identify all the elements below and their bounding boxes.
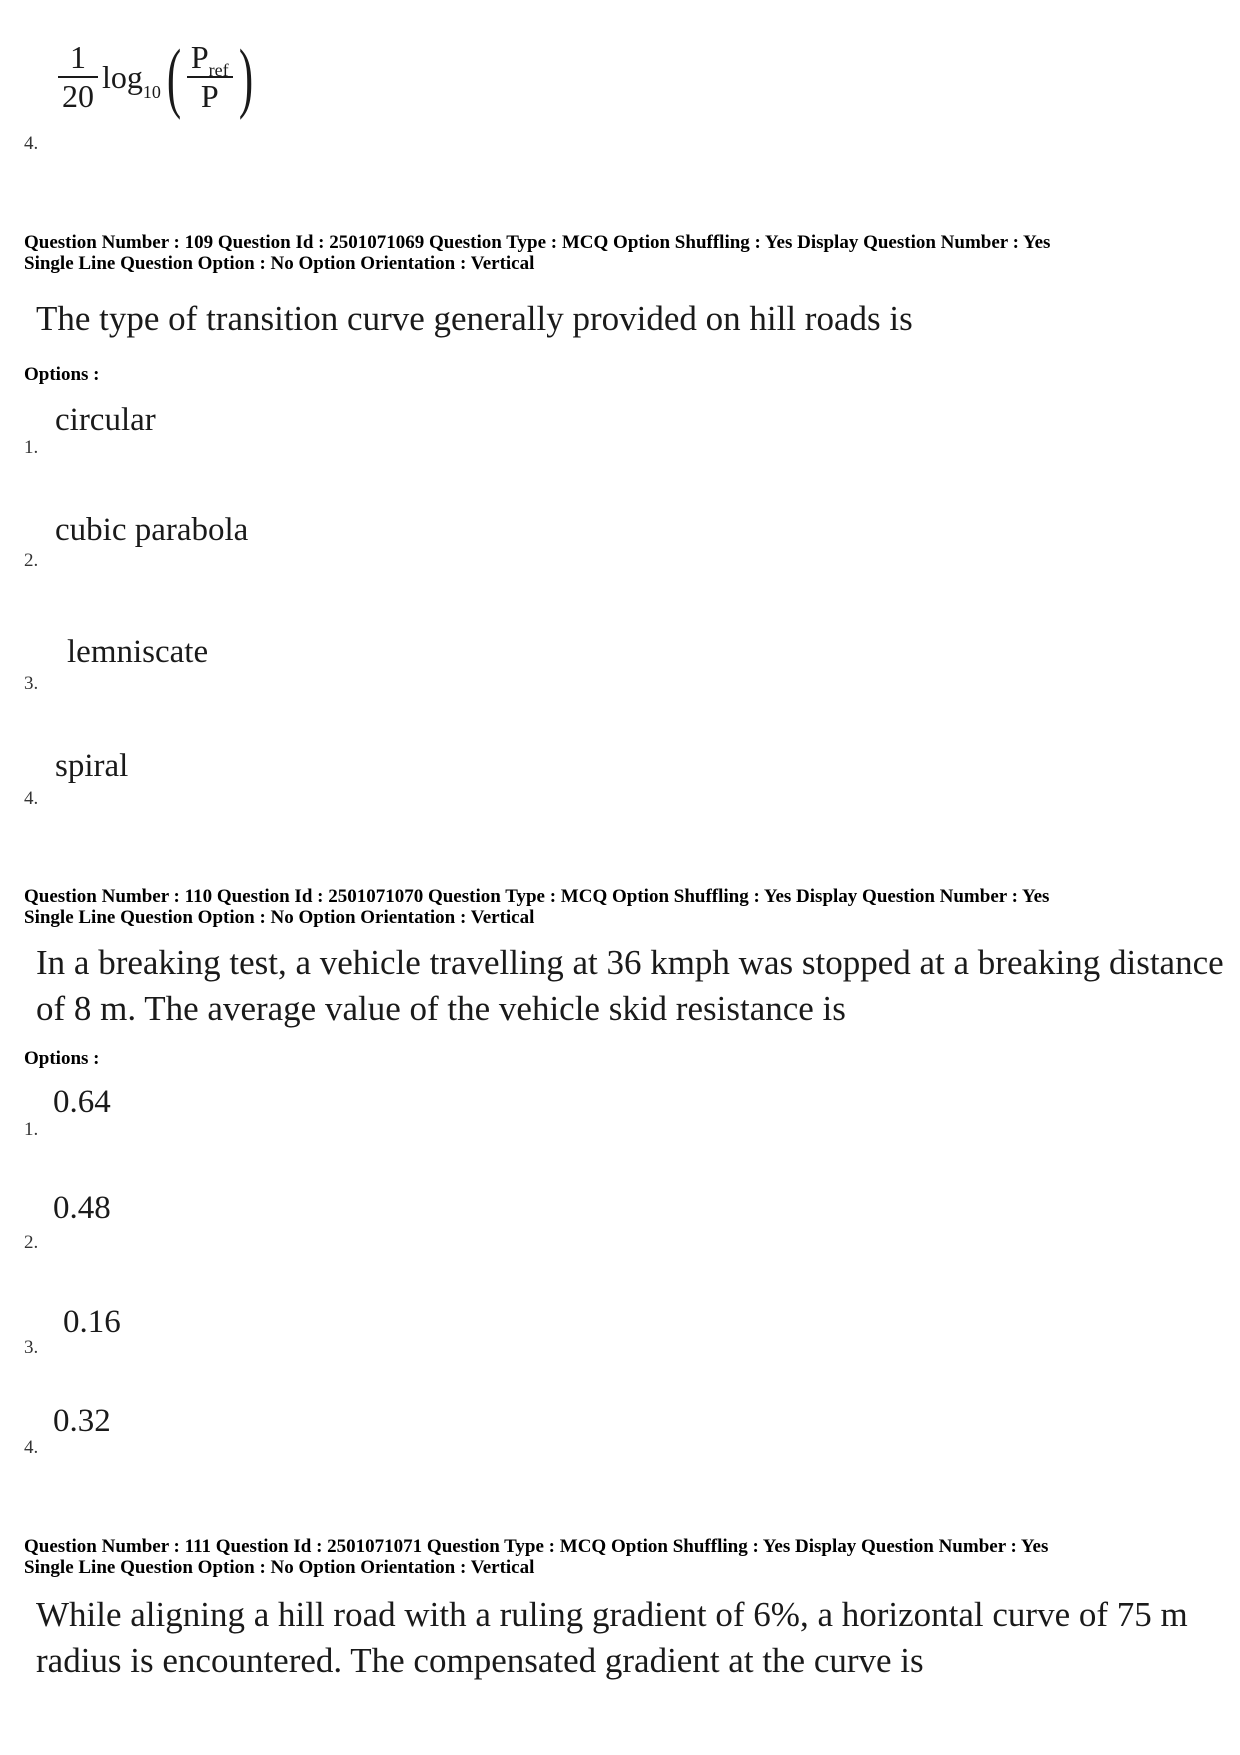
question-text-line: of 8 m. The average value of the vehicle skid resistance is [36,989,846,1028]
question-meta-line: Question Number : 110 Question Id : 2501071070 Question Type : MCQ Option Shuffling : Yes Display Question Number : Yes [24,886,1050,907]
option-number: 3. [24,1337,39,1358]
option-number: 4. [24,1437,39,1458]
coefficient-denominator: 20 [62,78,94,114]
question-text-line: The type of transition curve generally provided on hill roads is [36,299,913,338]
ratio-numerator [187,39,233,80]
options-label: Options : [24,364,100,385]
ratio-numerator-subscript: ref [208,60,229,80]
option-text[interactable]: circular [55,402,156,438]
log-text: log [102,58,143,95]
question-meta-line: Question Number : 109 Question Id : 2501071069 Question Type : MCQ Option Shuffling : Yes Display Question Number : Yes [24,232,1051,253]
question-text-line: radius is encountered. The compensated gradient at the curve is [36,1641,924,1680]
option-number: 2. [24,1232,39,1253]
left-paren: ( [166,33,182,120]
option-number: 3. [24,673,39,694]
option-number: 1. [24,1119,39,1140]
log-operator [102,58,161,102]
question-meta [24,232,1050,274]
option-number: 1. [24,437,39,458]
question-meta [24,1536,1048,1578]
question-meta-line: Single Line Question Option : No Option Orientation : Vertical [24,907,535,928]
coefficient-numerator: 1 [70,39,86,75]
coefficient-fraction [58,39,98,115]
option-text[interactable]: cubic parabola [55,512,249,548]
option-number: 2. [24,550,39,571]
option-text[interactable]: 0.16 [63,1304,121,1340]
ratio-denominator: P [200,78,219,114]
question-meta-line: Single Line Question Option : No Option Orientation : Vertical [24,253,535,274]
question-meta [24,886,1049,928]
ratio-fraction [187,39,233,115]
option-text[interactable]: 0.64 [53,1084,111,1120]
question-text [36,296,913,342]
question-text-line: While aligning a hill road with a ruling gradient of 6%, a horizontal curve of 75 m [36,1595,1188,1634]
option-number: 4. [24,788,39,809]
log-base: 10 [142,81,161,102]
options-label: Options : [24,1048,100,1069]
question-text [36,1592,1188,1684]
option-text[interactable]: 0.32 [53,1403,111,1439]
question-text [36,940,1224,1032]
ratio-numerator-symbol: P [190,39,209,75]
option-number: 4. [24,133,39,154]
formula [58,33,259,120]
option-text[interactable]: spiral [55,748,129,784]
option-text[interactable]: 0.48 [53,1190,111,1226]
option-text[interactable]: lemniscate [67,634,209,670]
question-meta-line: Question Number : 111 Question Id : 2501071071 Question Type : MCQ Option Shuffling : Yes Display Question Number : Yes [24,1536,1049,1557]
question-text-line: In a breaking test, a vehicle travelling at 36 kmph was stopped at a breaking distance [36,943,1224,982]
question-meta-line: Single Line Question Option : No Option Orientation : Vertical [24,1557,535,1578]
right-paren: ) [238,33,253,120]
